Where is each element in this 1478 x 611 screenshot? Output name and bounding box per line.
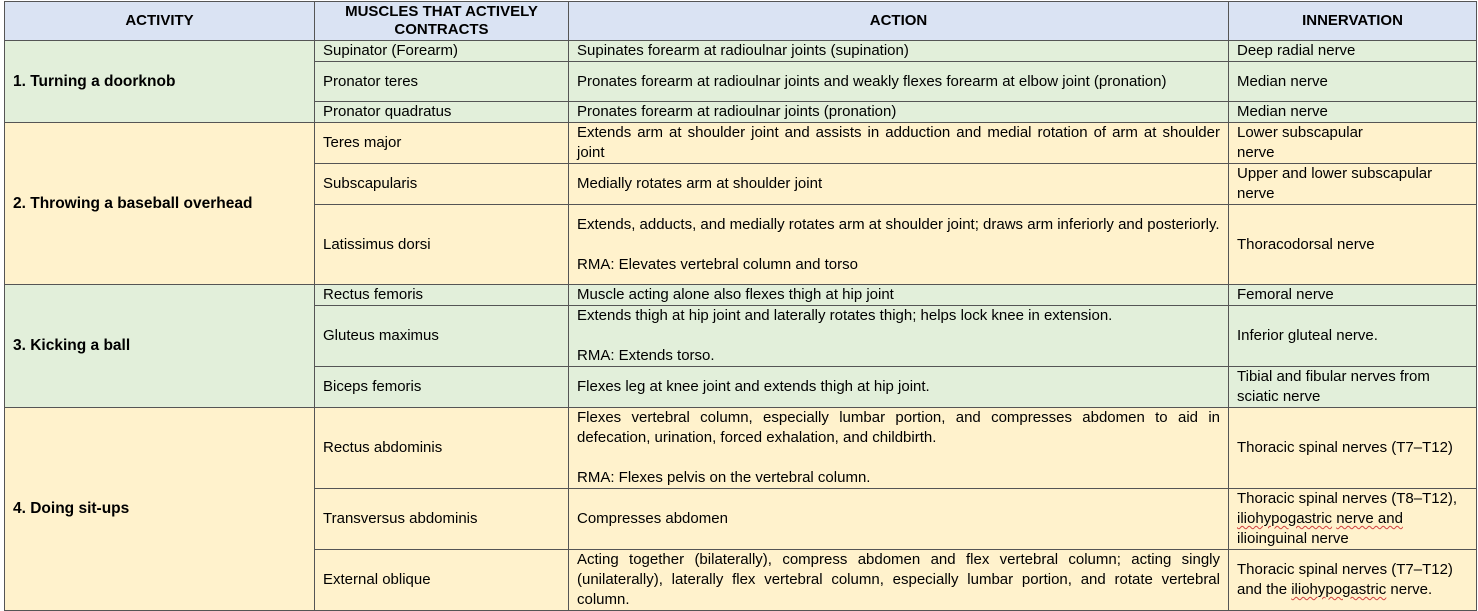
header-activity: ACTIVITY: [5, 2, 315, 41]
muscle-cell: Rectus abdominis: [315, 408, 569, 489]
action-text: Extends, adducts, and medially rotates arm at shoulder joint; draws arm inferiorly and posteriorly.: [577, 215, 1220, 233]
muscle-cell: Pronator quadratus: [315, 102, 569, 123]
innervation-cell: Deep radial nerve: [1229, 41, 1477, 62]
action-cell: Acting together (bilaterally), compress abdomen and flex vertebral column; acting singly (unilaterally), laterally flex vertebral column, especially lumbar portion, and rotate vertebral column.: [569, 550, 1229, 611]
muscle-cell: Latissimus dorsi: [315, 205, 569, 285]
table-row: [5, 285, 1477, 306]
header-muscles: MUSCLES THAT ACTIVELY CONTRACTS: [315, 2, 569, 41]
action-cell: Supinates forearm at radioulnar joints (supination): [569, 41, 1229, 62]
action-cell: Extends arm at shoulder joint and assists in adduction and medial rotation of arm at shoulder joint: [569, 123, 1229, 164]
activity-cell: 3. Kicking a ball: [5, 285, 315, 408]
table-row: [5, 408, 1477, 489]
innervation-text: nerve.: [1386, 581, 1433, 598]
action-text: Flexes vertebral column, especially lumbar portion, and compresses abdomen to aid in defecation, urination, forced exhalation, and childbirth.: [577, 409, 1220, 446]
muscle-cell: Gluteus maximus: [315, 306, 569, 367]
table-row: [5, 123, 1477, 164]
muscle-cell: Biceps femoris: [315, 367, 569, 408]
action-cell: Compresses abdomen: [569, 489, 1229, 550]
muscle-cell: External oblique: [315, 550, 569, 611]
action-cell: Flexes leg at knee joint and extends thigh at hip joint.: [569, 367, 1229, 408]
action-cell: Pronates forearm at radioulnar joints (pronation): [569, 102, 1229, 123]
rma-note: RMA: Elevates vertebral column and torso: [577, 255, 858, 273]
muscle-cell: Subscapularis: [315, 164, 569, 205]
action-cell: [569, 306, 1229, 367]
muscle-cell: Supinator (Forearm): [315, 41, 569, 62]
spellcheck-word: iliohypogastric: [1237, 510, 1333, 527]
muscle-cell: Pronator teres: [315, 62, 569, 102]
rma-note: RMA: Flexes pelvis on the vertebral column.: [577, 469, 871, 486]
action-cell: [569, 205, 1229, 285]
innervation-cell: Median nerve: [1229, 102, 1477, 123]
action-cell: Pronates forearm at radioulnar joints and weakly flexes forearm at elbow joint (pronation): [569, 62, 1229, 102]
table-row: [5, 41, 1477, 62]
header-action: ACTION: [569, 2, 1229, 41]
activity-cell: 1. Turning a doorknob: [5, 41, 315, 123]
activity-cell: 2. Throwing a baseball overhead: [5, 123, 315, 285]
innervation-cell: [1229, 123, 1477, 164]
muscle-cell: Rectus femoris: [315, 285, 569, 306]
muscle-cell: Transversus abdominis: [315, 489, 569, 550]
innervation-line: Lower subscapular: [1237, 124, 1363, 141]
innervation-cell: Femoral nerve: [1229, 285, 1477, 306]
action-text: Extends thigh at hip joint and laterally rotates thigh; helps lock knee in extension.: [577, 307, 1113, 324]
innervation-cell: [1229, 550, 1477, 611]
muscle-cell: Teres major: [315, 123, 569, 164]
rma-note: RMA: Extends torso.: [577, 347, 715, 364]
action-cell: Medially rotates arm at shoulder joint: [569, 164, 1229, 205]
action-cell: [569, 408, 1229, 489]
spellcheck-word: iliohypogastric: [1291, 581, 1387, 598]
innervation-line: nerve: [1237, 144, 1275, 161]
muscle-activity-table: [4, 1, 1477, 611]
innervation-text: ilioinguinal nerve: [1237, 530, 1349, 547]
spellcheck-word: nerve and: [1336, 510, 1403, 527]
innervation-cell: Upper and lower subscapular nerve: [1229, 164, 1477, 205]
action-cell: Muscle acting alone also flexes thigh at hip joint: [569, 285, 1229, 306]
innervation-cell: [1229, 489, 1477, 550]
innervation-text: Thoracic spinal nerves (T8–T12),: [1237, 490, 1458, 507]
innervation-cell: Thoracodorsal nerve: [1229, 205, 1477, 285]
header-innervation: INNERVATION: [1229, 2, 1477, 41]
innervation-text: Thoracic spinal nerves (T7–T12) and the: [1237, 561, 1453, 598]
innervation-cell: Tibial and fibular nerves from sciatic nerve: [1229, 367, 1477, 408]
innervation-cell: Median nerve: [1229, 62, 1477, 102]
innervation-cell: Thoracic spinal nerves (T7–T12): [1229, 408, 1477, 489]
header-row: [5, 2, 1477, 41]
activity-cell: 4. Doing sit-ups: [5, 408, 315, 611]
innervation-cell: Inferior gluteal nerve.: [1229, 306, 1477, 367]
